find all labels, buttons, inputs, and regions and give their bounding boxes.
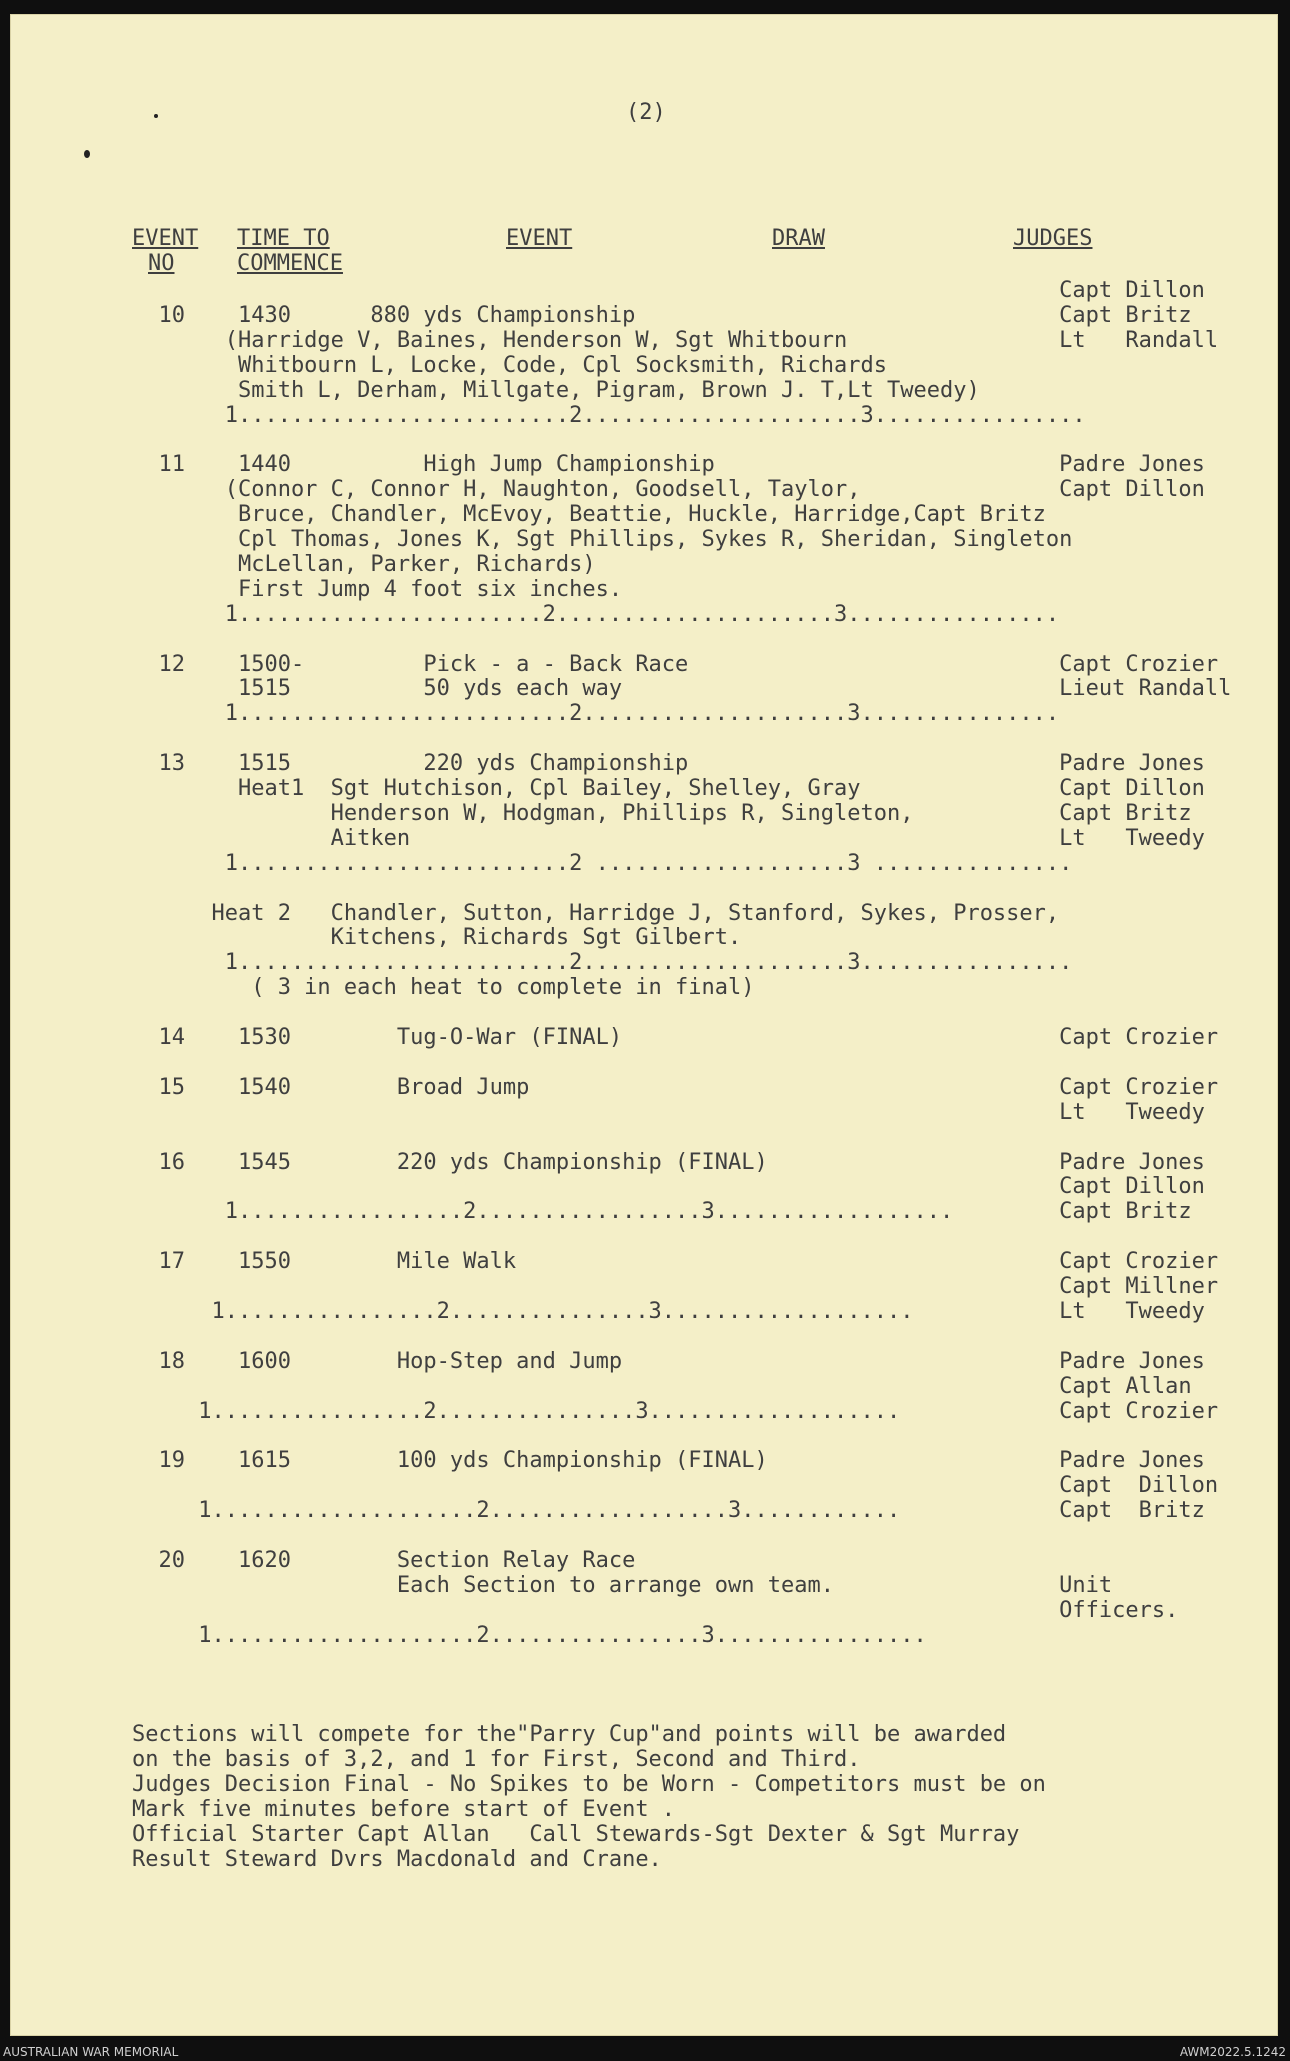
text-line: 17 1550 Mile Walk Capt Crozier	[132, 1249, 1219, 1275]
text-line: McLellan, Parker, Richards)	[132, 551, 596, 577]
text-line: on the basis of 3,2, and 1 for First, Second and Third.	[132, 1747, 861, 1773]
text-line: Kitchens, Richards Sgt Gilbert.	[132, 925, 742, 951]
text-line: Lt Tweedy	[132, 1099, 1205, 1125]
header-time: TIME TO	[237, 226, 330, 251]
text-line: 16 1545 220 yds Championship (FINAL) Padre Jones	[132, 1149, 1205, 1175]
text-line: ( 3 in each heat to complete in final)	[132, 975, 755, 1001]
page-number: (2)	[626, 100, 666, 125]
text-line: Sections will compete for the"Parry Cup"and points will be awarded	[132, 1722, 1007, 1748]
text-line: Officers.	[132, 1597, 1179, 1623]
text-line: Henderson W, Hodgman, Phillips R, Singleton, Capt Britz	[132, 800, 1192, 826]
text-line: 1515 50 yds each way Lieut Randall	[132, 676, 1232, 702]
header-event-no: EVENT	[132, 226, 199, 251]
header-judges: JUDGES	[1013, 226, 1093, 251]
text-line: 10 1430 880 yds Championship Capt Britz	[132, 302, 1192, 328]
text-line: 1.......................2.....................3................	[132, 601, 1060, 627]
text-line: Heat1 Sgt Hutchison, Cpl Bailey, Shelley, Gray Capt Dillon	[132, 776, 1205, 801]
text-line: 1.................2.................3.................. Capt Britz	[132, 1199, 1192, 1225]
text-line: 1....................2..................3............ Capt Britz	[132, 1498, 1205, 1524]
text-line: 1.........................2 ...................3 ...............	[132, 850, 1073, 876]
text-line: Capt Dillon	[132, 1174, 1205, 1200]
document-page	[10, 14, 1278, 2036]
footer-right: AWM2022.5.1242	[1179, 2045, 1286, 2059]
text-line: 12 1500- Pick - a - Back Race Capt Crozier	[132, 651, 1219, 677]
text-line: Official Starter Capt Allan Call Stewards-Sgt Dexter & Sgt Murray	[132, 1821, 1020, 1847]
punch-mark	[84, 150, 90, 158]
text-line: (Harridge V, Baines, Henderson W, Sgt Whitbourn Lt Randall	[132, 327, 1219, 353]
text-line: 18 1600 Hop-Step and Jump Padre Jones	[132, 1348, 1205, 1374]
header-event: EVENT	[506, 226, 573, 251]
text-line: 1.........................2.....................3................	[132, 402, 1086, 428]
header-time-2: COMMENCE	[237, 251, 343, 276]
text-line: Heat 2 Chandler, Sutton, Harridge J, Stanford, Sykes, Prosser,	[132, 900, 1060, 926]
footer	[0, 2043, 1290, 2061]
text-line: (Connor C, Connor H, Naughton, Goodsell, Taylor, Capt Dillon	[132, 477, 1205, 503]
footer-left: AUSTRALIAN WAR MEMORIAL	[3, 2045, 179, 2059]
text-line: Capt Dillon	[132, 278, 1205, 303]
text-line: Aitken Lt Tweedy	[132, 825, 1205, 851]
punch-mark	[154, 114, 158, 118]
text-line: Mark five minutes before start of Event .	[132, 1796, 676, 1822]
text-line: Capt Allan	[132, 1373, 1192, 1399]
text-line: 14 1530 Tug-O-War (FINAL) Capt Crozier	[132, 1025, 1219, 1050]
text-line: 1................2...............3................... Lt Tweedy	[132, 1298, 1205, 1324]
text-line: 15 1540 Broad Jump Capt Crozier	[132, 1074, 1219, 1100]
header-draw: DRAW	[772, 226, 825, 251]
text-line: Capt Dillon	[132, 1473, 1219, 1499]
text-line: 1................2...............3................... Capt Crozier	[132, 1398, 1219, 1424]
text-line: Smith L, Derham, Millgate, Pigram, Brown J. T,Lt Tweedy)	[132, 377, 980, 403]
text-line: Result Steward Dvrs Macdonald and Crane.	[132, 1846, 662, 1872]
text-line: Each Section to arrange own team. Unit	[132, 1572, 1113, 1598]
text-line: Capt Millner	[132, 1274, 1219, 1299]
text-line: Whitbourn L, Locke, Code, Cpl Socksmith, Richards	[132, 352, 887, 378]
text-line: 11 1440 High Jump Championship Padre Jones	[132, 452, 1205, 478]
header-event-no-2: NO	[148, 251, 175, 276]
text-line: Bruce, Chandler, McEvoy, Beattie, Huckle, Harridge,Capt Britz	[132, 502, 1046, 528]
text-line: Cpl Thomas, Jones K, Sgt Phillips, Sykes R, Sheridan, Singleton	[132, 527, 1073, 552]
text-line: 13 1515 220 yds Championship Padre Jones	[132, 751, 1205, 777]
text-line: 20 1620 Section Relay Race	[132, 1547, 636, 1573]
text-line: 1.........................2....................3...............	[132, 701, 1060, 727]
text-line: First Jump 4 foot six inches.	[132, 576, 623, 602]
text-line: Judges Decision Final - No Spikes to be Worn - Competitors must be on	[132, 1772, 1046, 1797]
text-line: 1.........................2....................3................	[132, 950, 1073, 976]
text-line: 1....................2................3................	[132, 1622, 927, 1648]
text-line: 19 1615 100 yds Championship (FINAL) Padre Jones	[132, 1448, 1205, 1474]
